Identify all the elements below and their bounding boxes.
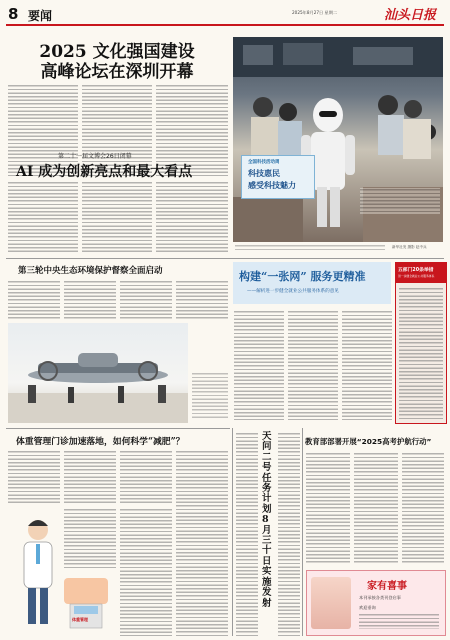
gaokao-body-col3 [402,452,444,564]
ai-body-col1 [8,181,78,253]
service-body-col2 [288,310,338,420]
masthead [0,0,450,26]
lead-headline-line1: 2025 文化强国建设 [39,42,195,62]
ad-body [359,613,439,629]
ad-line2: 欢迎垂询 [359,605,376,610]
divider-3 [232,428,233,636]
event-screen [241,155,315,199]
ad-title: 家有喜事 [367,581,407,592]
side-box-body [399,287,443,419]
inspection-body-col2 [64,280,116,320]
ai-body-col2 [82,181,152,253]
gaokao-body-col1 [306,452,350,564]
tianwen-body-col2 [278,432,300,636]
service-body-col1 [234,310,284,420]
aircraft-photo [8,323,188,423]
ad-line1: 本刊承接各类刊登启事 [359,595,401,600]
side-box [395,262,447,424]
inspection-body-col1 [8,280,60,320]
inspection-headline: 第三轮中央生态环境保护督察全面启动 [18,266,163,276]
weight-headline: 体重管理门诊加速落地，如何科学“减肥”？ [16,437,185,447]
weight-body-col3 [120,450,172,505]
robot-photo-caption-right [360,188,440,214]
section-name: 要闻 [28,9,53,23]
inspection-body-col3 [120,280,172,320]
aircraft-illustration [8,323,188,423]
service-headline-box [233,262,391,304]
ad-couple-image [311,577,351,629]
weight-body-col2b [120,508,172,636]
ai-kicker: 第二十一届文博会26日闭幕 [58,153,132,160]
date-line: 2025年8月27日 星期二 [292,10,338,15]
screen-line1: 科技惠民 [248,169,280,178]
service-headline: 构建“一张网” 服务更精准 [239,270,366,283]
robot-photo-caption [235,244,385,251]
gaokao-headline: 教育部部署开展“2025高考护航行动” [305,437,432,446]
divider-4 [302,428,303,636]
side-box-title1: 五部门20条举措 [398,268,434,273]
paper-logo: 汕头日报 [384,8,437,23]
lead-headline-line2: 高峰论坛在深圳开幕 [40,62,194,82]
screen-small-text: 全国科技活动周 [248,160,280,165]
weight-body-col1b [64,508,116,568]
service-body-col3 [342,310,392,420]
divider-1 [6,258,444,259]
tianwen-body-col1 [236,432,258,636]
divider-2 [6,428,230,429]
ad-box [306,570,446,636]
robot-photo-credit: 新华社发 摄影 赵中兵 [392,245,427,249]
weight-body-col4 [176,450,228,636]
scale-label: 体重管理 [72,617,88,622]
gaokao-body-col2 [354,452,398,564]
tianwen-headline: 天问二号任务计划8月三十日实施发射 [262,431,272,609]
page-number: 8 [8,5,19,23]
ai-body-col3 [156,181,228,253]
masthead-rule [6,24,444,26]
service-subhead: ——解析进一步健全就业公共服务体系的意见 [247,289,339,294]
aircraft-photo-caption [192,372,228,418]
inspection-body-col4 [176,280,228,320]
weight-body-col1 [8,450,60,505]
side-box-title2: 进一步健全就业公共服务体系 [398,274,435,278]
screen-line2: 感受科技魅力 [248,181,296,190]
weight-body-col2 [64,450,116,505]
ai-headline: AI 成为创新亮点和最大看点 [16,164,193,180]
